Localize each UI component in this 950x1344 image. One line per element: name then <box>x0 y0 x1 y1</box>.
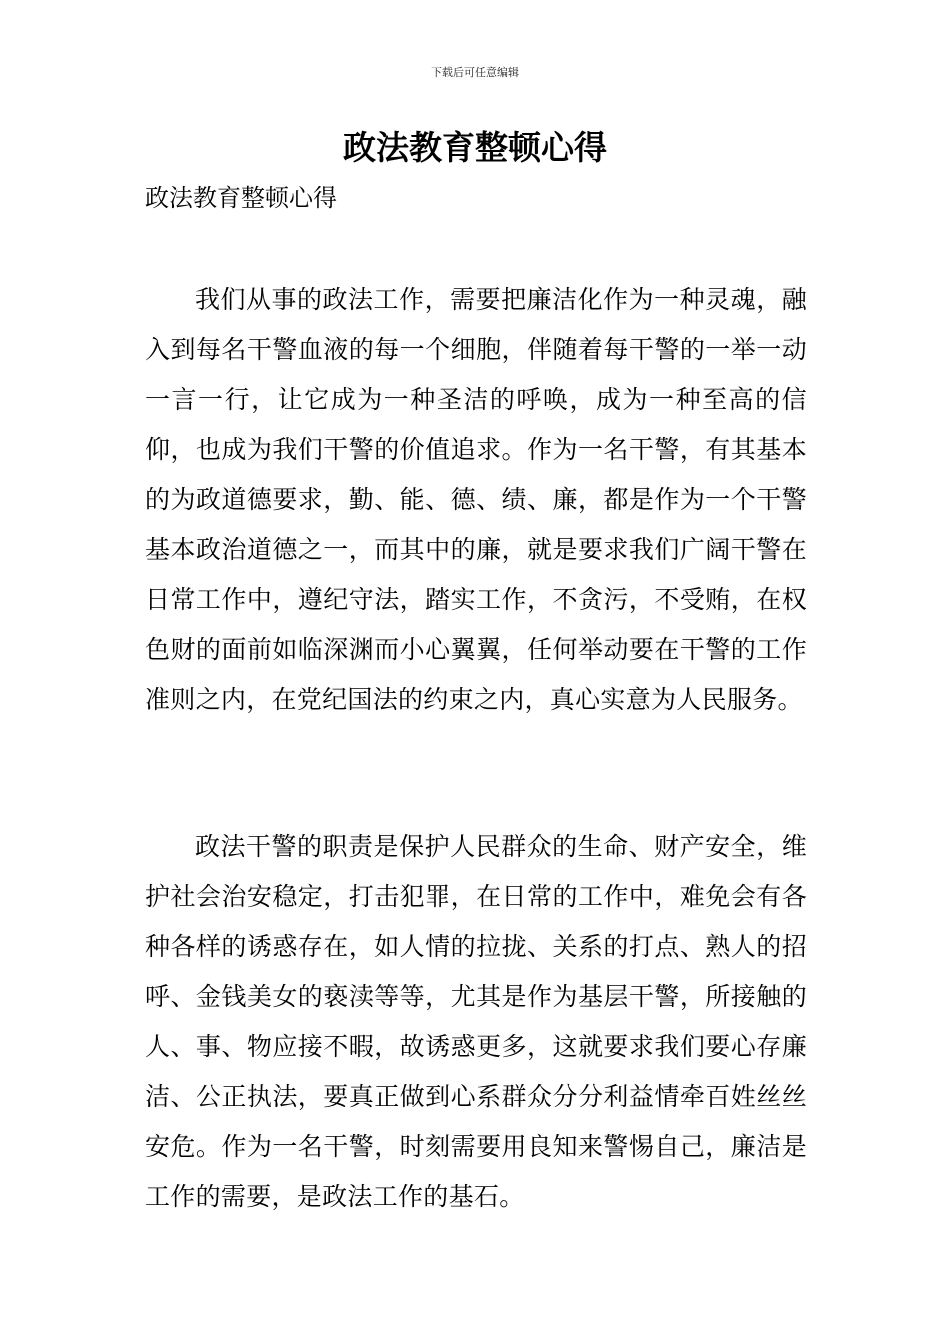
document-subtitle: 政法教育整顿心得 <box>145 184 337 212</box>
body-paragraph: 我们从事的政法工作，需要把廉洁化作为一种灵魂，融入到每名干警血液的每一个细胞，伴随着每干警的一举一动一言一行，让它成为一种圣洁的呼唤，成为一种至高的信仰，也成为我们干警的价值追求。作为一名干警，有其基本的为政道德要求，勤、能、德、绩、廉，都是作为一个干警基本政治道德之一，而其中的廉，就是要求我们广阔干警在日常工作中，遵纪守法，踏实工作，不贪污，不受贿，在权色财的面前如临深渊而小心翼翼，任何举动要在干警的工作准则之内，在党纪国法的约束之内，真心实意为人民服务。 <box>145 285 807 714</box>
body-paragraph: 政法干警的职责是保护人民群众的生命、财产安全，维护社会治安稳定，打击犯罪，在日常的工作中，难免会有各种各样的诱惑存在，如人情的拉拢、关系的打点、熟人的招呼、金钱美女的亵渎等等，尤其是作为基层干警，所接触的人、事、物应接不暇，故诱惑更多，这就要求我们要心存廉洁、公正执法，要真正做到心系群众分分利益情牵百姓丝丝安危。作为一名干警，时刻需要用良知来警惕自己，廉洁是工作的需要，是政法工作的基石。 <box>145 832 807 1211</box>
document-title: 政法教育整顿心得 <box>343 128 607 167</box>
header-note: 下载后可任意编辑 <box>431 66 519 79</box>
